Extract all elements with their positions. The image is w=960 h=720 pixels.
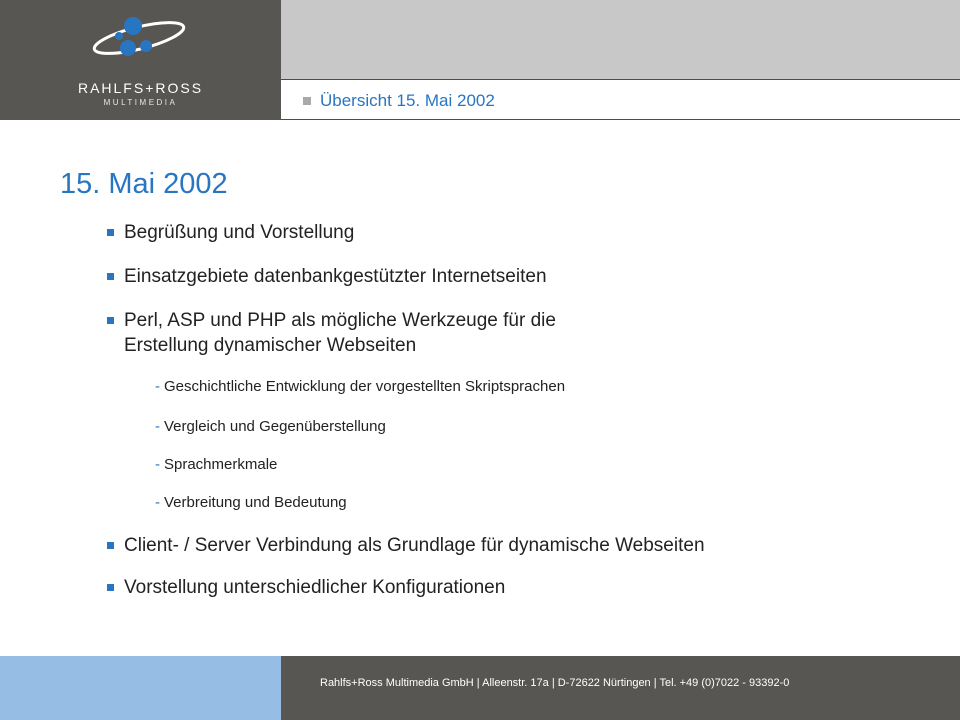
sub-list-item [155, 494, 347, 511]
sub-list-item-text: Sprachmerkmale [164, 456, 278, 473]
square-bullet-icon [107, 229, 114, 236]
sub-list-item [155, 378, 565, 395]
dash-marker: - [155, 418, 160, 435]
list-item [107, 220, 354, 245]
header-band [281, 0, 960, 80]
list-item-text: Vorstellung unterschiedlicher Konfigurationen [124, 577, 506, 598]
header-divider [281, 119, 960, 120]
dash-marker: - [155, 456, 160, 473]
logo-subtitle: MULTIMEDIA [103, 98, 178, 107]
list-item-text: Perl, ASP und PHP als mögliche Werkzeuge für die Erstellung dynamischer Webseiten [124, 310, 556, 356]
logo-name: RAHLFS+ROSS [77, 80, 204, 96]
square-bullet-icon [107, 273, 114, 280]
dash-marker: - [155, 378, 160, 395]
rahlfs-ross-logo-icon [0, 0, 281, 80]
breadcrumb-text: Übersicht 15. Mai 2002 [320, 91, 495, 110]
square-bullet-icon [107, 542, 114, 549]
list-item [107, 308, 556, 358]
sub-list-item-text: Vergleich und Gegenüberstellung [164, 418, 386, 435]
dash-marker: - [155, 494, 160, 511]
square-bullet-icon [107, 584, 114, 591]
logo-block [0, 0, 281, 120]
list-item-text: Client- / Server Verbindung als Grundlage für dynamische Webseiten [124, 535, 705, 556]
square-bullet-icon [107, 317, 114, 324]
list-item [107, 533, 705, 558]
sub-list-item-text: Geschichtliche Entwicklung der vorgestellten Skriptsprachen [164, 378, 566, 395]
square-bullet-icon [303, 97, 311, 105]
list-item [107, 264, 547, 289]
sub-list-item [155, 418, 386, 435]
footer-contact-text: Rahlfs+Ross Multimedia GmbH | Alleenstr. 17a | D-72622 Nürtingen | Tel. +49 (0)7022 - 93392-0 [320, 677, 790, 689]
list-item-text: Begrüßung und Vorstellung [124, 222, 355, 243]
header-divider [281, 79, 960, 80]
sub-list-item-text: Verbreitung und Bedeutung [164, 494, 347, 511]
list-item-text: Einsatzgebiete datenbankgestützter Internetseiten [124, 266, 547, 287]
list-item [107, 575, 505, 600]
footer-accent [0, 656, 281, 720]
page-title: 15. Mai 2002 [60, 168, 228, 200]
breadcrumb [303, 90, 495, 112]
sub-list-item [155, 456, 277, 473]
